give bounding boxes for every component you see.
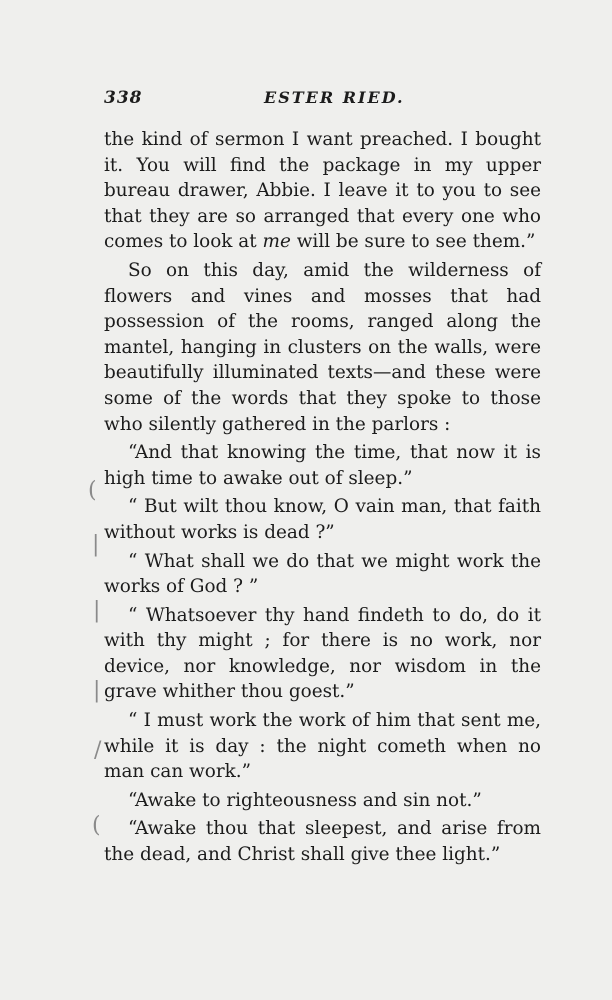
quote-5: “ I must work the work of him that sent me, while it is day : the night cometh when no man can work.” xyxy=(104,710,541,783)
quote-2: “ But wilt thou know, O vain man, that faith without works is dead ?” xyxy=(104,496,541,543)
paragraph-1-text-after: will be sure to see them.” xyxy=(290,231,536,253)
paragraph-2: So on this day, amid the wilderness of flowers and vines and mosses that had possession of the rooms, ranged along the mantel, hanging in clusters on the walls, were beautifully illuminated texts—and these were some of the words that they spoke to those who silently gathered in the parlors : xyxy=(104,259,541,435)
margin-mark: | xyxy=(92,532,100,557)
page-header xyxy=(104,88,540,112)
margin-mark: / xyxy=(94,738,102,763)
paragraph-1 xyxy=(104,127,541,255)
quote-1: “And that knowing the time, that now it is high time to awake out of sleep.” xyxy=(104,442,541,489)
margin-mark: ( xyxy=(92,813,101,838)
margin-mark: ( xyxy=(88,478,97,503)
quote-4: “ Whatsoever thy hand findeth to do, do it with thy might ; for there is no work, nor device, nor knowledge, nor wisdom in the grave whither thou goest.” xyxy=(104,604,541,703)
margin-mark: | xyxy=(93,678,101,703)
quote-3: “ What shall we do that we might work the works of God ? ” xyxy=(104,550,541,598)
paragraph-1-text-before: the kind of sermon I want preached. I bought it. You will find the package in my upper bureau drawer, Abbie. I leave it to you to see that they are so arranged that every one who comes to look at xyxy=(104,129,541,253)
page-number: 338 xyxy=(104,88,143,108)
quote-6: “Awake to righteousness and sin not.” xyxy=(128,789,482,811)
running-title: ESTER RIED. xyxy=(264,88,405,107)
paragraph-1-emphasis: me xyxy=(262,231,291,253)
body-text xyxy=(104,127,541,868)
quote-7: “Awake thou that sleepest, and arise from the dead, and Christ shall give thee light.” xyxy=(104,818,541,866)
margin-mark: | xyxy=(93,598,101,623)
